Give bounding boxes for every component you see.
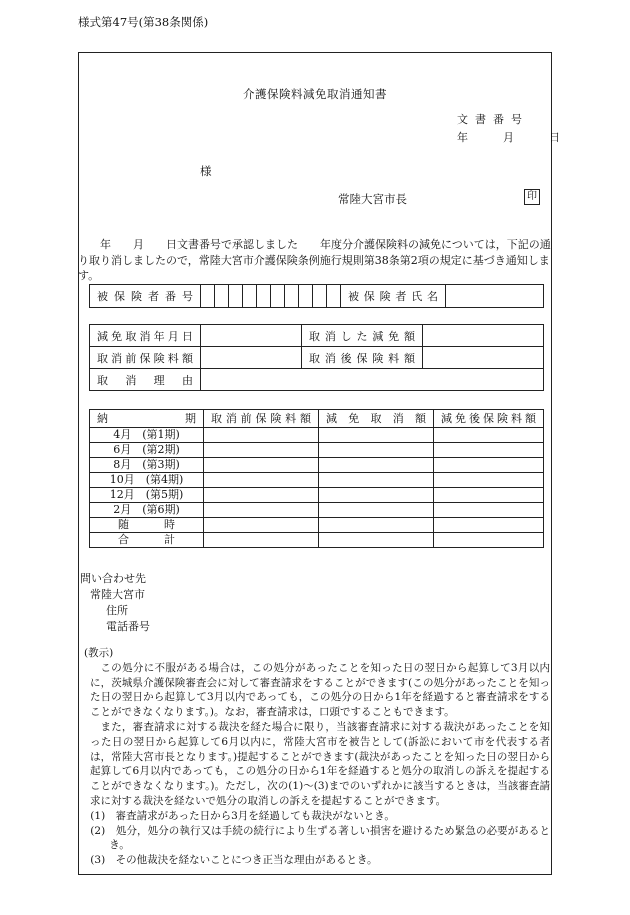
notice-paragraph-2: また，審査請求に対する裁決を経た場合に限り，当該審査請求に対する裁決があったことを知った日の翌日から起算して6月以内に，常陸大宮市を被告として(訴訟において市を代表する者は，常陸大宮市長となります。)提起することができます(裁決があったことを知った日の翌日から起算して6月以内であっても，この処分の日から1年を経過すると処分の取消しの訴えを提起することができなくなります。)。ただし，次の(1)～(3)までのいずれかに該当するときは，当該審査請求に対する裁決を経ないで処分の取消しの訴えを提起することができます。 [90,720,550,807]
label-char: 被 [348,290,359,303]
label-char: 随 [118,518,129,531]
cell[interactable] [204,533,319,548]
cell[interactable] [319,488,434,503]
label-char: 消 [139,329,151,343]
inquiry-block [80,571,150,635]
label-char: 保 [255,411,267,425]
label-char: 険 [270,411,282,425]
cancelled-amount-field[interactable] [423,325,544,347]
label-char: 取 [211,411,222,425]
label-char: 前 [125,351,137,365]
date-month: 月 [503,131,514,144]
cell[interactable] [434,503,544,518]
label-char: た [356,329,368,343]
after-amount-label [302,347,423,369]
inquiry-label: 問い合わせ先 [80,572,146,585]
digit-box[interactable] [257,285,271,308]
label-char: 取 [97,373,108,387]
insured-number-label [90,285,201,308]
total-text [90,533,203,547]
cell[interactable] [434,488,544,503]
anytime-text [90,518,203,532]
label-char: 険 [153,351,165,365]
cell[interactable] [204,428,319,443]
cell[interactable] [434,473,544,488]
label-char: 額 [403,329,415,343]
cell[interactable] [204,458,319,473]
reason-field[interactable] [201,369,544,391]
header-before-text [204,412,318,426]
addressee-suffix: 様 [200,164,212,178]
cancelled-amount-text [302,328,422,344]
label-char: 険 [131,290,142,303]
label-char: 後 [469,411,480,425]
digit-box[interactable] [229,285,243,308]
label-char: 保 [139,351,151,365]
document-date [457,129,560,145]
period-4: 10月 (第4期) [90,473,204,488]
cell[interactable] [434,533,544,548]
after-amount-text [302,350,422,366]
cell[interactable] [204,473,319,488]
header-after-text [434,412,543,426]
label-char: 後 [340,351,352,365]
label-char: 額 [415,411,426,425]
label-char: 取 [97,351,108,365]
label-char: 者 [148,290,159,303]
label-char: 減 [326,411,337,425]
cell[interactable] [319,443,434,458]
cell[interactable] [434,443,544,458]
insured-name-text [341,288,445,304]
digit-box[interactable] [243,285,257,308]
label-char: 号 [182,290,193,303]
label-char: 者 [395,290,407,303]
label-char: 理 [153,373,165,387]
label-char: 額 [299,411,311,425]
cell[interactable] [204,503,319,518]
label-char: 取 [309,351,320,365]
cell[interactable] [319,473,434,488]
after-amount-field[interactable] [423,347,544,369]
label-char: 免 [111,329,123,343]
period-2: 6月 (第2期) [90,443,204,458]
reason-label [90,369,201,391]
label-char: し [340,329,352,343]
digit-box[interactable] [271,285,285,308]
insured-name-label [341,285,446,308]
cell[interactable] [319,518,434,533]
label-char: 取 [309,329,320,343]
label-char: 額 [403,351,415,365]
label-char: 額 [525,411,536,425]
label-char: 険 [372,351,384,365]
intro-paragraph: 年 月 日文書番号で承認しました 年度分介護保険料の減免については，下記の通り取り消しましたので，常陸大宮市介護保険条例施行規則第38条第2項の規定に基づき通知します。 [78,238,551,282]
cell[interactable] [319,428,434,443]
label-char: 番 [165,290,176,303]
digit-box[interactable] [285,285,299,308]
cancel-date-text [90,328,200,344]
cell[interactable] [204,488,319,503]
form-number: 様式第47号(第38条関係) [78,15,209,29]
payment-period-table [89,409,544,548]
cell[interactable] [319,458,434,473]
label-char: 料 [388,351,400,365]
header-after [434,410,544,428]
before-amount-field[interactable] [201,347,302,369]
date-day: 日 [549,131,560,144]
notice-paragraph-1: この処分に不服がある場合は，この処分があったことを知った日の翌日から起算して3月以内に，茨城県介護保険審査会に対して審査請求をすることができます(この処分があったことを知った日の翌日から起算して3月以内であっても，この処分の日から1年を経過すると審査請求をすることができなくなります。)。なお，審査請求は，口頭ですることもできます。 [90,661,550,719]
label-char: 消 [392,411,404,425]
period-6: 2月 (第6期) [90,503,204,518]
label-char: 取 [370,411,382,425]
period-1: 4月 (第1期) [90,428,204,443]
before-amount-text [90,350,200,366]
label-char: 日 [181,329,193,343]
label-char: 保 [356,351,368,365]
date-year: 年 [457,131,468,144]
label-char: 期 [185,411,196,425]
label-char: 時 [164,518,175,531]
label-char: 免 [455,411,466,425]
cell[interactable] [204,518,319,533]
cancellation-table [89,324,544,391]
document-title: 介護保険料減免取消通知書 [243,87,387,101]
cell[interactable] [434,458,544,473]
label-char: 険 [379,290,391,303]
label-char: 計 [164,533,175,546]
label-char: 減 [372,329,384,343]
label-char: 減 [441,411,452,425]
label-char: 納 [97,411,108,425]
label-char: 前 [240,411,252,425]
period-anytime [90,518,204,533]
label-char: 保 [363,290,375,303]
header-cancel [319,410,434,428]
digit-box[interactable] [215,285,229,308]
header-before [204,410,319,428]
inquiry-address: 住所 [106,604,128,617]
sender-name: 常陸大宮市長 [338,192,407,206]
insured-number-text [90,288,200,304]
label-char: 月 [167,329,179,343]
notice-item-3: (3) その他裁決を経ないことにつき正当な理由があるとき。 [90,854,378,867]
header-period [90,410,204,428]
label-char: 消 [125,373,137,387]
label-char: 消 [324,329,336,343]
label-char: 年 [153,329,165,343]
period-total [90,533,204,548]
cell[interactable] [319,503,434,518]
label-char: 料 [167,351,179,365]
period-5: 12月 (第5期) [90,488,204,503]
label-char: 消 [324,351,336,365]
label-char: 由 [181,373,193,387]
cell[interactable] [434,518,544,533]
notice-heading: (教示) [84,647,114,659]
label-char: 消 [111,351,123,365]
digit-box[interactable] [327,285,341,308]
label-char: 保 [114,290,125,303]
label-char: 険 [497,411,508,425]
digit-box[interactable] [299,285,313,308]
cell[interactable] [434,428,544,443]
cancelled-amount-label [302,325,423,347]
cancel-date-label [90,325,201,347]
label-char: 被 [97,290,108,303]
inquiry-org: 常陸大宮市 [90,588,145,601]
period-3: 8月 (第3期) [90,458,204,473]
insured-name-field[interactable] [446,285,544,308]
header-cancel-text [319,412,433,426]
insured-table [89,284,544,308]
digit-box[interactable] [313,285,327,308]
label-char: 氏 [411,290,423,303]
label-char: 名 [426,290,438,303]
label-char: 取 [125,329,137,343]
seal-mark: 印 [524,189,540,205]
digit-box[interactable] [201,285,215,308]
inquiry-phone: 電話番号 [106,620,150,633]
notice-item-2: (2) 処分，処分の執行又は手続の続行により生ずる著しい損害を避けるため緊急の必要があるとき。 [90,824,550,852]
label-char: 免 [388,329,400,343]
notice-item-1: (1) 審査請求があった日から3月を経過しても裁決がないとき。 [90,809,395,822]
label-char: 料 [285,411,297,425]
label-char: 保 [483,411,494,425]
notice-block [84,646,550,868]
label-char: 免 [348,411,360,425]
label-char: 減 [97,329,108,343]
label-char: 料 [511,411,522,425]
cancel-date-field[interactable] [201,325,302,347]
label-char: 額 [181,351,193,365]
header-period-text [90,412,203,426]
before-amount-label [90,347,201,369]
intro-text [78,237,552,284]
label-char: 合 [118,533,129,546]
label-char: 消 [225,411,237,425]
cell[interactable] [319,533,434,548]
reason-text [90,372,200,388]
cell[interactable] [204,443,319,458]
document-number-label: 文書番号 [457,113,529,126]
